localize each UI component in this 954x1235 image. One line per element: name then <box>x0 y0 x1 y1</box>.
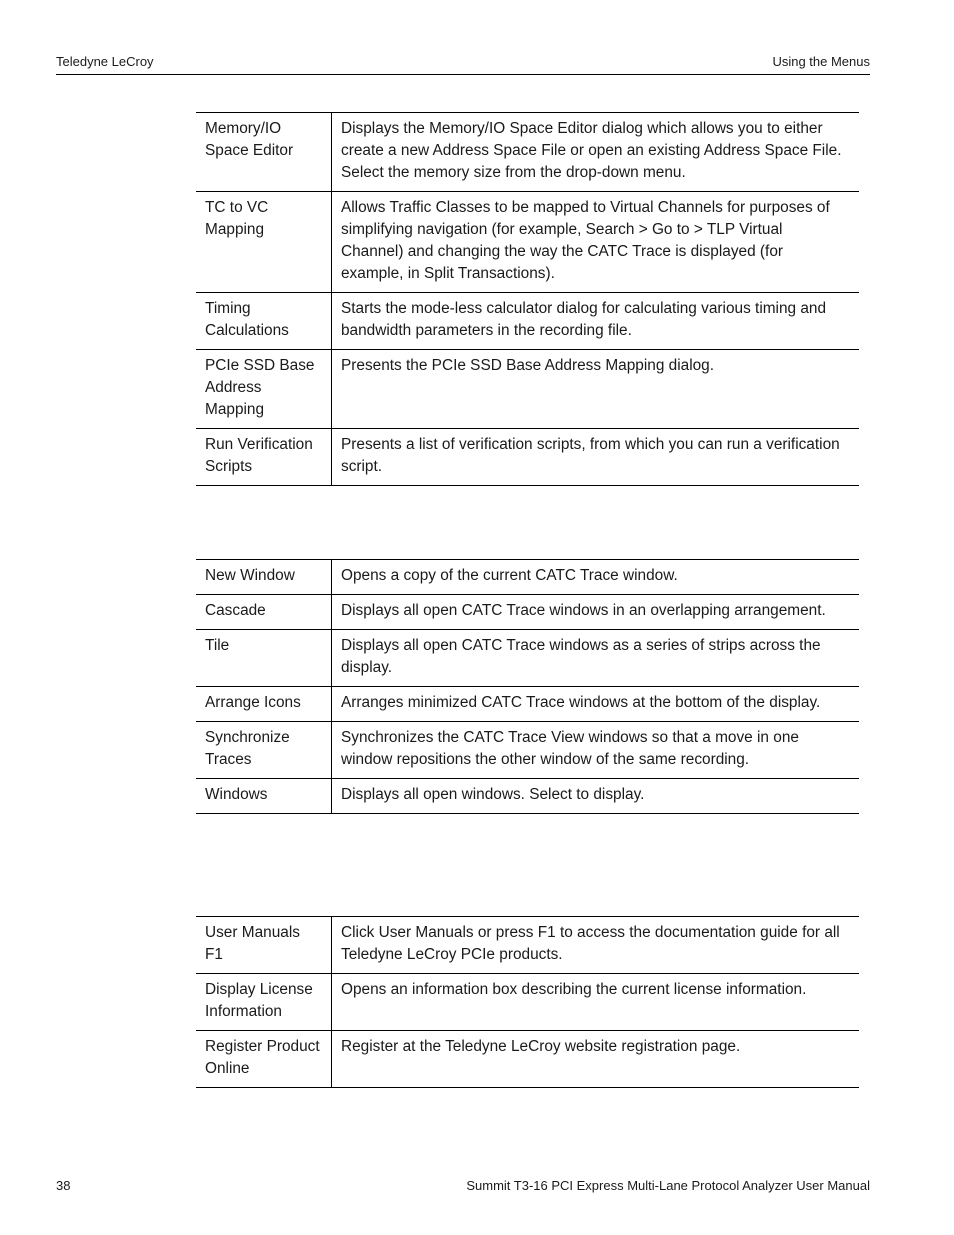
page-header <box>56 52 870 75</box>
table-row <box>196 1031 859 1088</box>
menu-item-description: Allows Traffic Classes to be mapped to Virtual Channels for purposes of simplifying navigation (for example, Search > Go to > TLP Virtual Channel) and changing the way the CATC Trace is displayed (for example, in Split Transactions). <box>332 192 860 293</box>
table-row <box>196 429 859 486</box>
menu-item-name: Arrange Icons <box>196 687 332 722</box>
table-row <box>196 595 859 630</box>
menu-item-name: Run Verification Scripts <box>196 429 332 486</box>
menu-item-description: Presents a list of verification scripts, from which you can run a verification script. <box>332 429 860 486</box>
table-row <box>196 350 859 429</box>
table-row <box>196 722 859 779</box>
menu-item-description: Starts the mode-less calculator dialog for calculating various timing and bandwidth parameters in the recording file. <box>332 293 860 350</box>
menu-item-name: PCIe SSD Base Address Mapping <box>196 350 332 429</box>
page-number: 38 <box>56 1178 71 1193</box>
menu-item-name: Memory/IO Space Editor <box>196 113 332 192</box>
window-menu-table <box>196 559 859 814</box>
menu-item-name: Tile <box>196 630 332 687</box>
table-row <box>196 917 859 974</box>
table-row <box>196 192 859 293</box>
table-row <box>196 293 859 350</box>
menu-item-name: Cascade <box>196 595 332 630</box>
table-row <box>196 630 859 687</box>
menu-item-description: Displays all open CATC Trace windows in an overlapping arrangement. <box>332 595 860 630</box>
menu-item-name: Register Product Online <box>196 1031 332 1088</box>
menu-item-description: Displays all open CATC Trace windows as a series of strips across the display. <box>332 630 860 687</box>
menu-item-description: Opens an information box describing the current license information. <box>332 974 860 1031</box>
menu-item-description: Click User Manuals or press F1 to access the documentation guide for all Teledyne LeCroy PCIe products. <box>332 917 860 974</box>
help-menu-table <box>196 916 859 1088</box>
table-row <box>196 974 859 1031</box>
menu-item-name: Windows <box>196 779 332 814</box>
menu-item-name: User Manuals F1 <box>196 917 332 974</box>
table-row <box>196 113 859 192</box>
menu-item-description: Register at the Teledyne LeCroy website registration page. <box>332 1031 860 1088</box>
header-company: Teledyne LeCroy <box>56 54 154 69</box>
table-row <box>196 779 859 814</box>
menu-item-description: Presents the PCIe SSD Base Address Mapping dialog. <box>332 350 860 429</box>
menu-item-name: Synchronize Traces <box>196 722 332 779</box>
table-row <box>196 687 859 722</box>
menu-item-name: New Window <box>196 560 332 595</box>
menu-item-description: Arranges minimized CATC Trace windows at the bottom of the display. <box>332 687 860 722</box>
menu-item-description: Displays all open windows. Select to display. <box>332 779 860 814</box>
tools-menu-table <box>196 112 859 486</box>
menu-item-name: Timing Calculations <box>196 293 332 350</box>
menu-item-name: TC to VC Mapping <box>196 192 332 293</box>
manual-title: Summit T3-16 PCI Express Multi-Lane Protocol Analyzer User Manual <box>466 1178 870 1193</box>
menu-item-name: Display License Information <box>196 974 332 1031</box>
header-section: Using the Menus <box>772 54 870 69</box>
menu-item-description: Displays the Memory/IO Space Editor dialog which allows you to either create a new Address Space File or open an existing Address Space File. Select the memory size from the drop-down menu. <box>332 113 860 192</box>
table-row <box>196 560 859 595</box>
menu-item-description: Opens a copy of the current CATC Trace window. <box>332 560 860 595</box>
menu-item-description: Synchronizes the CATC Trace View windows so that a move in one window repositions the other window of the same recording. <box>332 722 860 779</box>
